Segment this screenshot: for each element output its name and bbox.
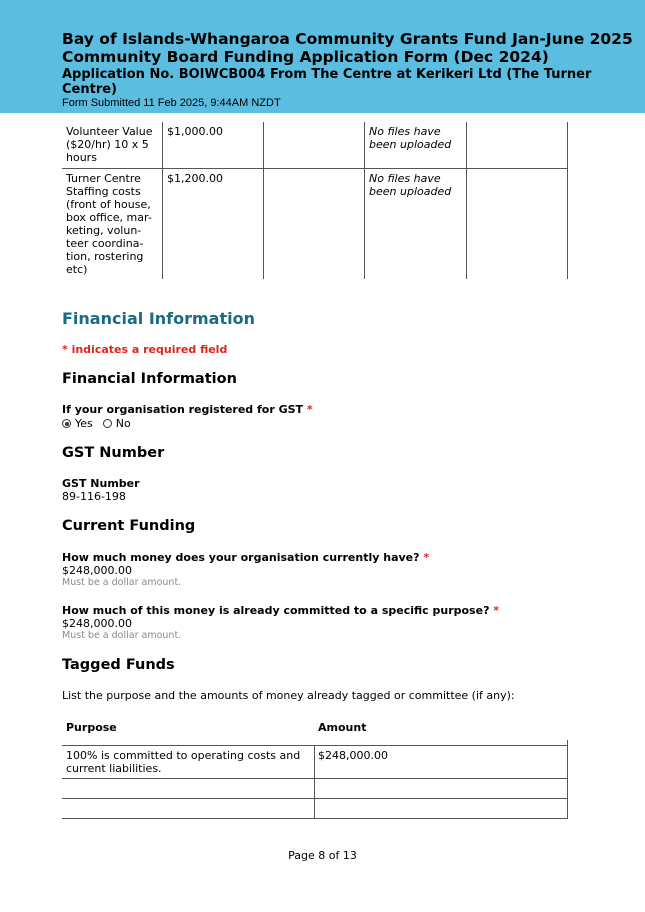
required-star: *: [493, 604, 500, 617]
table-divider: [364, 122, 365, 279]
radio-yes-label: Yes: [75, 417, 93, 430]
title-line-2: Community Board Funding Application Form (Dec 2024): [62, 48, 549, 66]
radio-yes-selected[interactable]: [62, 419, 71, 428]
section-title-tagged-funds: Tagged Funds: [62, 657, 175, 673]
committed-money-label: [62, 604, 499, 617]
tagged-amount: $248,000.00: [318, 749, 388, 762]
table-divider: [263, 122, 264, 279]
table-row-divider: [62, 745, 568, 746]
document-title: [62, 30, 637, 66]
radio-no-label: No: [115, 417, 131, 430]
submission-date: Form Submitted 11 Feb 2025, 9:44AM NZDT: [62, 97, 281, 109]
budget-amount: $1,200.00: [167, 172, 223, 185]
page-number: Page 8 of 13: [288, 849, 357, 862]
gst-radio-group: [62, 417, 131, 430]
radio-no[interactable]: [103, 419, 112, 428]
application-number: Application No. BOIWCB004 From The Centre at Kerikeri Ltd (The Turner Centre): [62, 67, 592, 97]
table-divider: [314, 745, 315, 819]
section-title-current-funding: Current Funding: [62, 518, 196, 534]
title-line-1: Bay of Islands-Whangaroa Community Grants Fund Jan-June 2025: [62, 30, 633, 48]
required-star: *: [423, 551, 430, 564]
committed-money-value: $248,000.00: [62, 617, 132, 630]
gst-question-text: If your organisation registered for GST: [62, 403, 304, 416]
gst-number-label: GST Number: [62, 477, 140, 490]
subsection-title-financial: Financial Information: [62, 371, 237, 387]
column-header-amount: Amount: [318, 721, 367, 734]
gst-number-value: 89-116-198: [62, 490, 126, 503]
document-header: [0, 0, 645, 113]
required-star: *: [306, 403, 313, 416]
table-row-divider: [62, 168, 568, 169]
table-divider: [567, 740, 568, 819]
section-title-gst: GST Number: [62, 445, 165, 461]
table-divider: [466, 122, 467, 279]
current-money-value: $248,000.00: [62, 564, 132, 577]
budget-item: Turner Centre Staffing costs (front of house, box office, mar-keting, volun-teer coordina-tion, rostering etc): [66, 172, 152, 276]
section-title-financial: Financial Information: [62, 309, 255, 328]
committed-money-hint: Must be a dollar amount.: [62, 630, 182, 641]
committed-money-question: How much of this money is already committed to a specific purpose?: [62, 604, 490, 617]
table-row-divider: [62, 798, 568, 799]
current-money-question: How much money does your organisation currently have?: [62, 551, 420, 564]
required-note: * indicates a required field: [62, 343, 228, 356]
tagged-purpose: 100% is committed to operating costs and current liabilities.: [66, 749, 301, 775]
table-divider: [162, 122, 163, 279]
budget-amount: $1,000.00: [167, 125, 223, 138]
gst-question-label: [62, 403, 313, 416]
budget-item: Volunteer Value ($20/hr) 10 x 5 hours: [66, 125, 153, 164]
table-row-divider: [62, 778, 568, 779]
column-header-purpose: Purpose: [66, 721, 117, 734]
budget-files: No files have been uploaded: [369, 125, 452, 151]
budget-files: No files have been uploaded: [369, 172, 452, 198]
table-divider: [567, 122, 568, 279]
tagged-funds-description: List the purpose and the amounts of money already tagged or committee (if any):: [62, 689, 515, 702]
current-money-hint: Must be a dollar amount.: [62, 577, 182, 588]
table-row-divider: [62, 818, 568, 819]
current-money-label: [62, 551, 429, 564]
